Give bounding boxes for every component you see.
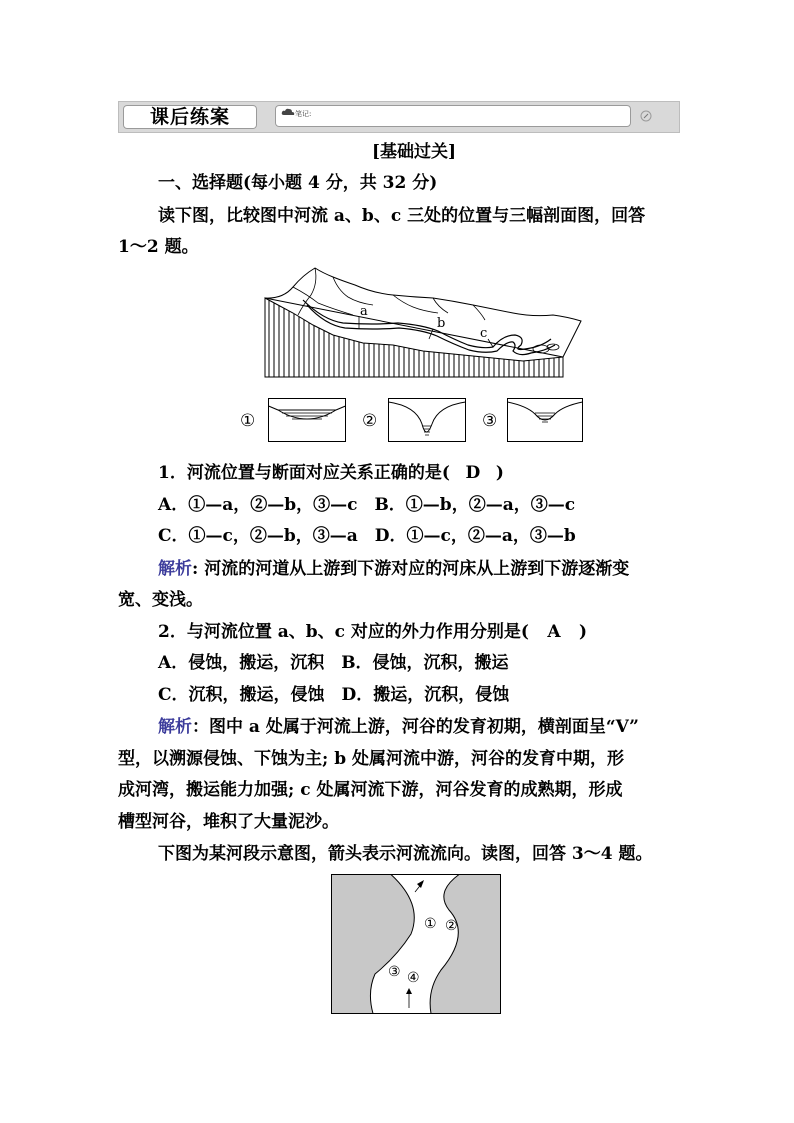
- q2-options-line-2: C．沉积，搬运，侵蚀 D．搬运，沉积，侵蚀: [158, 685, 510, 705]
- q1-analysis-text: : 河流的河道从上游到下游对应的河床从上游到下游逐渐变: [192, 559, 630, 579]
- river-block-diagram: [263, 265, 585, 380]
- q1-options-line-1: A．①—a，②—b，③—c B．①—b，②—a，③—c: [158, 495, 576, 515]
- q2-stem-row: [158, 621, 587, 643]
- point-a-label: a: [360, 304, 368, 319]
- q2-options-line-1: A．侵蚀，搬运，沉积 B．侵蚀，沉积，搬运: [158, 653, 509, 673]
- intro-1-line-1: 读下图，比较图中河流 a、b、c 三处的位置与三幅剖面图，回答: [158, 206, 646, 226]
- q2-analysis-line-3: 成河湾，搬运能力加强; c 处属河流下游，河谷发育的成熟期，形成: [118, 780, 623, 800]
- q2-analysis-line-2: 型，以溯源侵蚀、下蚀为主; b 处属河流中游，河谷的发育中期，形: [118, 749, 624, 769]
- q1-close: ): [495, 463, 504, 483]
- q1-analysis-line-2: 宽、变浅。: [118, 590, 203, 610]
- profile-3-u-shaped: [507, 398, 583, 442]
- q2-stem: 2．与河流位置 a、b、c 对应的外力作用分别是(: [158, 622, 529, 642]
- section-title: [基础过关]: [372, 142, 457, 162]
- banner-title: 课后练案: [123, 105, 257, 129]
- lesson-banner: [118, 101, 680, 133]
- q1-options-line-2: C．①—c，②—b，③—a D．①—c，②—a，③—b: [158, 526, 576, 546]
- q2-analysis-tag: 解析: [158, 717, 192, 737]
- q1-analysis-line-1: [158, 558, 629, 580]
- q1-analysis-tag: 解析: [158, 559, 192, 579]
- q2-close: ): [578, 622, 588, 642]
- map-label-3: ③: [388, 964, 401, 980]
- q2-analysis-line-1: [158, 716, 639, 738]
- q2-analysis-line-4: 槽型河谷，堆积了大量泥沙。: [118, 812, 339, 832]
- map-label-2: ②: [445, 918, 458, 934]
- pencil-icon[interactable]: [640, 110, 652, 122]
- profile-2-label: ②: [362, 411, 378, 431]
- profile-1-label: ①: [240, 411, 256, 431]
- q1-answer: D: [465, 463, 481, 483]
- cloud-icon: [281, 107, 295, 117]
- river-segment-map: [331, 874, 501, 1014]
- part-heading: 一、选择题(每小题 4 分，共 32 分): [158, 173, 438, 193]
- map-label-4: ④: [407, 970, 420, 986]
- point-c-label: c: [480, 326, 488, 341]
- note-label: 笔记:: [295, 110, 312, 118]
- map-label-1: ①: [424, 916, 437, 932]
- profile-3-label: ③: [482, 411, 498, 431]
- q1-stem-row: [158, 462, 504, 484]
- intro-2: 下图为某河段示意图，箭头表示河流流向。读图，回答 3～4 题。: [158, 844, 653, 864]
- q1-stem: 1．河流位置与断面对应关系正确的是(: [158, 463, 450, 483]
- q2-answer: A: [547, 622, 561, 642]
- profile-1-wide-shallow: [268, 398, 346, 442]
- point-b-label: b: [437, 316, 446, 331]
- q2-analysis-text: ：图中 a 处属于河流上游，河谷的发育初期，横剖面呈“V”: [192, 717, 639, 737]
- note-field[interactable]: [275, 105, 631, 127]
- intro-1-line-2: 1～2 题。: [118, 237, 199, 257]
- profile-2-v-shaped: [388, 398, 466, 442]
